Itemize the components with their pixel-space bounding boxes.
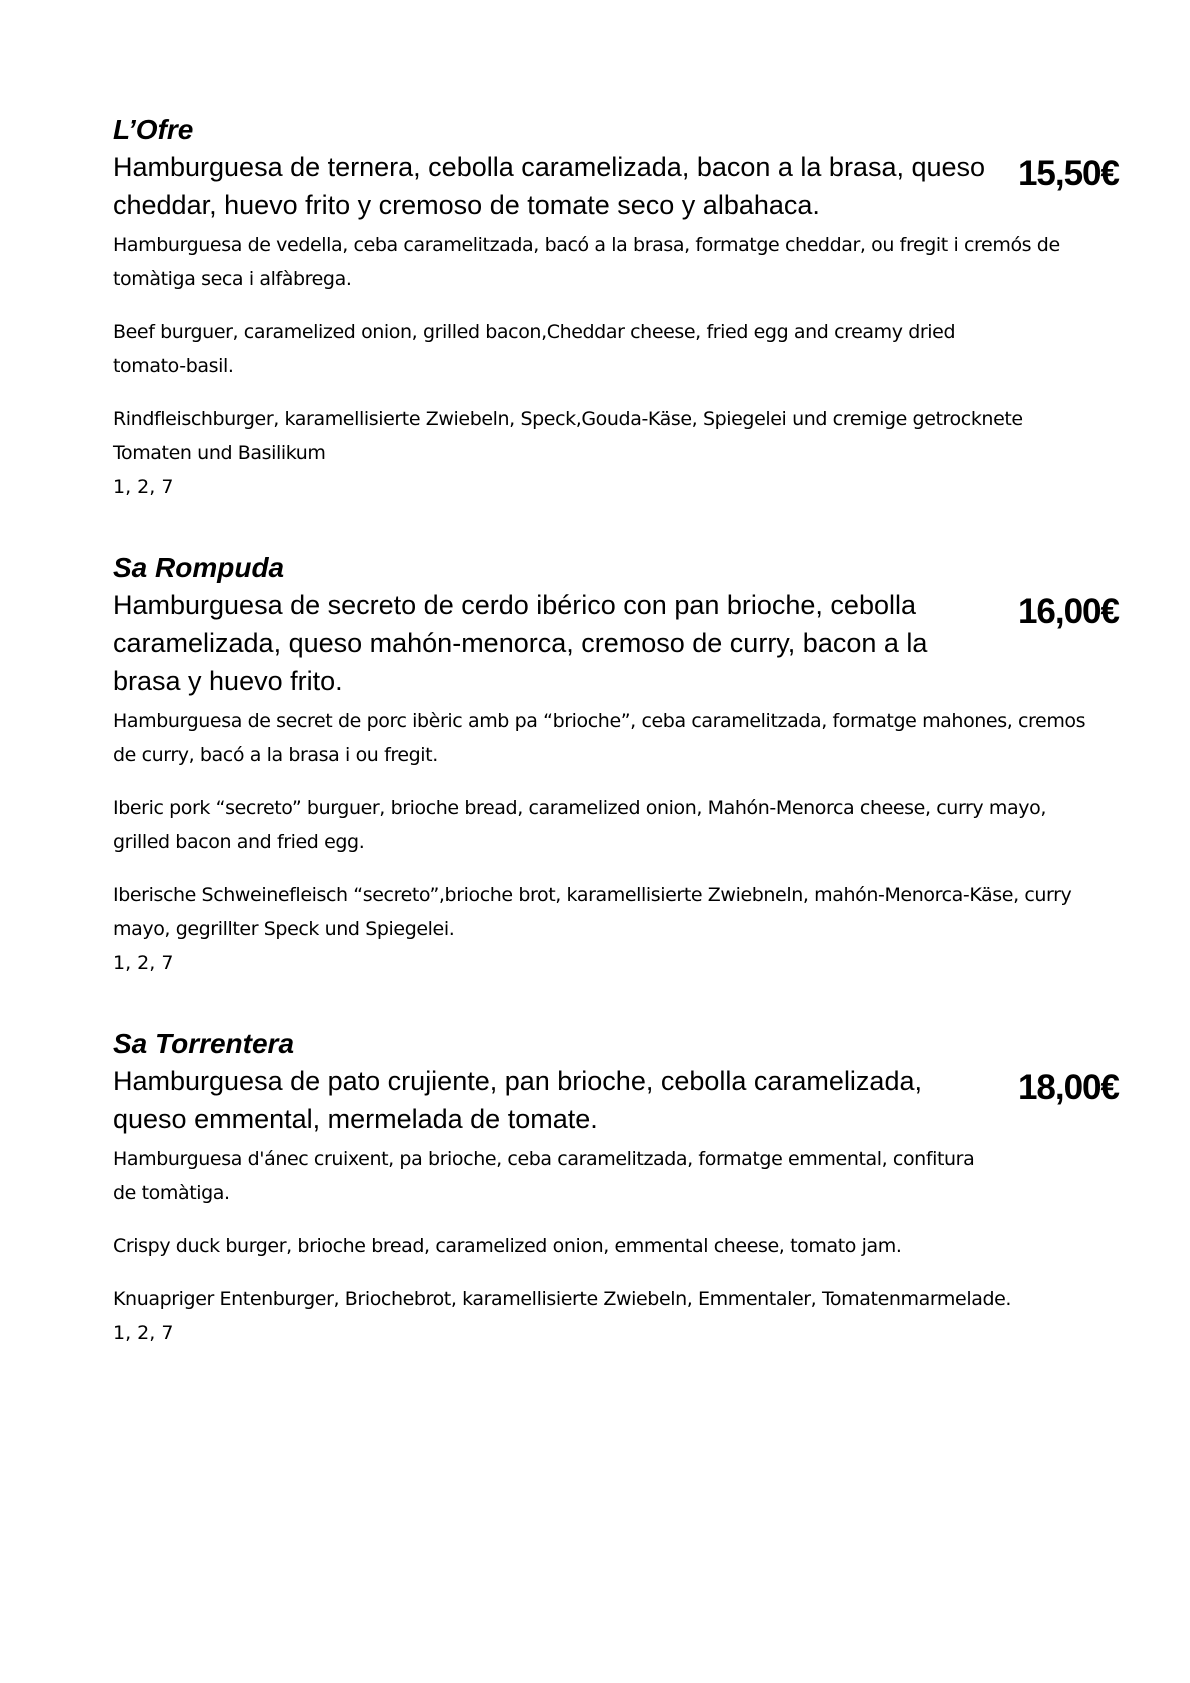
item-price: 15,50€ [1017, 154, 1119, 193]
description-english: Crispy duck burger, brioche bread, caramelized onion, emmental cheese, tomato jam. [113, 1235, 902, 1257]
description-catalan: Hamburguesa de secret de porc ibèric amb pa “brioche”, ceba caramelitzada, formatge mahones, cremos de curry, bacó a la brasa i ou fregit. [113, 710, 1086, 766]
item-name: L’Ofre [113, 114, 194, 145]
allergen-codes: 1, 2, 7 [113, 952, 174, 974]
description-catalan: Hamburguesa de vedella, ceba caramelitzada, bacó a la brasa, formatge cheddar, ou fregit i cremós de tomàtiga seca i alfàbrega. [113, 234, 1060, 290]
description-german: Rindfleischburger, karamellisierte Zwiebeln, Speck,Gouda-Käse, Spiegelei und cremige getrocknete Tomaten und Basilikum [113, 408, 1023, 464]
description-english: Iberic pork “secreto” burguer, brioche bread, caramelized onion, Mahón-Menorca cheese, curry mayo, grilled bacon and fried egg. [113, 797, 1046, 853]
description-english: Beef burguer, caramelized onion, grilled bacon,Cheddar cheese, fried egg and creamy dried tomato-basil. [113, 321, 956, 377]
item-price: 18,00€ [1017, 1068, 1119, 1107]
description-spanish: Hamburguesa de pato crujiente, pan brioche, cebolla caramelizada, queso emmental, mermelada de tomate. [113, 1066, 922, 1134]
menu-item-sa-torrentera [113, 1026, 1123, 1350]
allergen-codes: 1, 2, 7 [113, 476, 174, 498]
description-spanish: Hamburguesa de secreto de cerdo ibérico con pan brioche, cebolla caramelizada, queso mahón-menorca, cremoso de curry, bacon a la brasa y huevo frito. [113, 590, 928, 696]
item-price: 16,00€ [1017, 592, 1119, 631]
menu-page [113, 112, 1123, 1396]
description-spanish: Hamburguesa de ternera, cebolla caramelizada, bacon a la brasa, queso cheddar, huevo frito y cremoso de tomate seco y albahaca. [113, 152, 986, 220]
item-name: Sa Torrentera [113, 1028, 295, 1059]
item-name: Sa Rompuda [113, 552, 285, 583]
description-german: Knuapriger Entenburger, Briochebrot, karamellisierte Zwiebeln, Emmentaler, Tomatenmarmelade. [113, 1288, 1012, 1310]
description-german: Iberische Schweinefleisch “secreto”,brioche brot, karamellisierte Zwiebneln, mahón-Menorca-Käse, curry mayo, gegrillter Speck und Spiegelei. [113, 884, 1072, 940]
description-catalan: Hamburguesa d'ánec cruixent, pa brioche, ceba caramelitzada, formatge emmental, confitura de tomàtiga. [113, 1148, 975, 1204]
menu-item-sa-rompuda [113, 550, 1123, 980]
menu-item-lofre [113, 112, 1123, 504]
allergen-codes: 1, 2, 7 [113, 1322, 174, 1344]
